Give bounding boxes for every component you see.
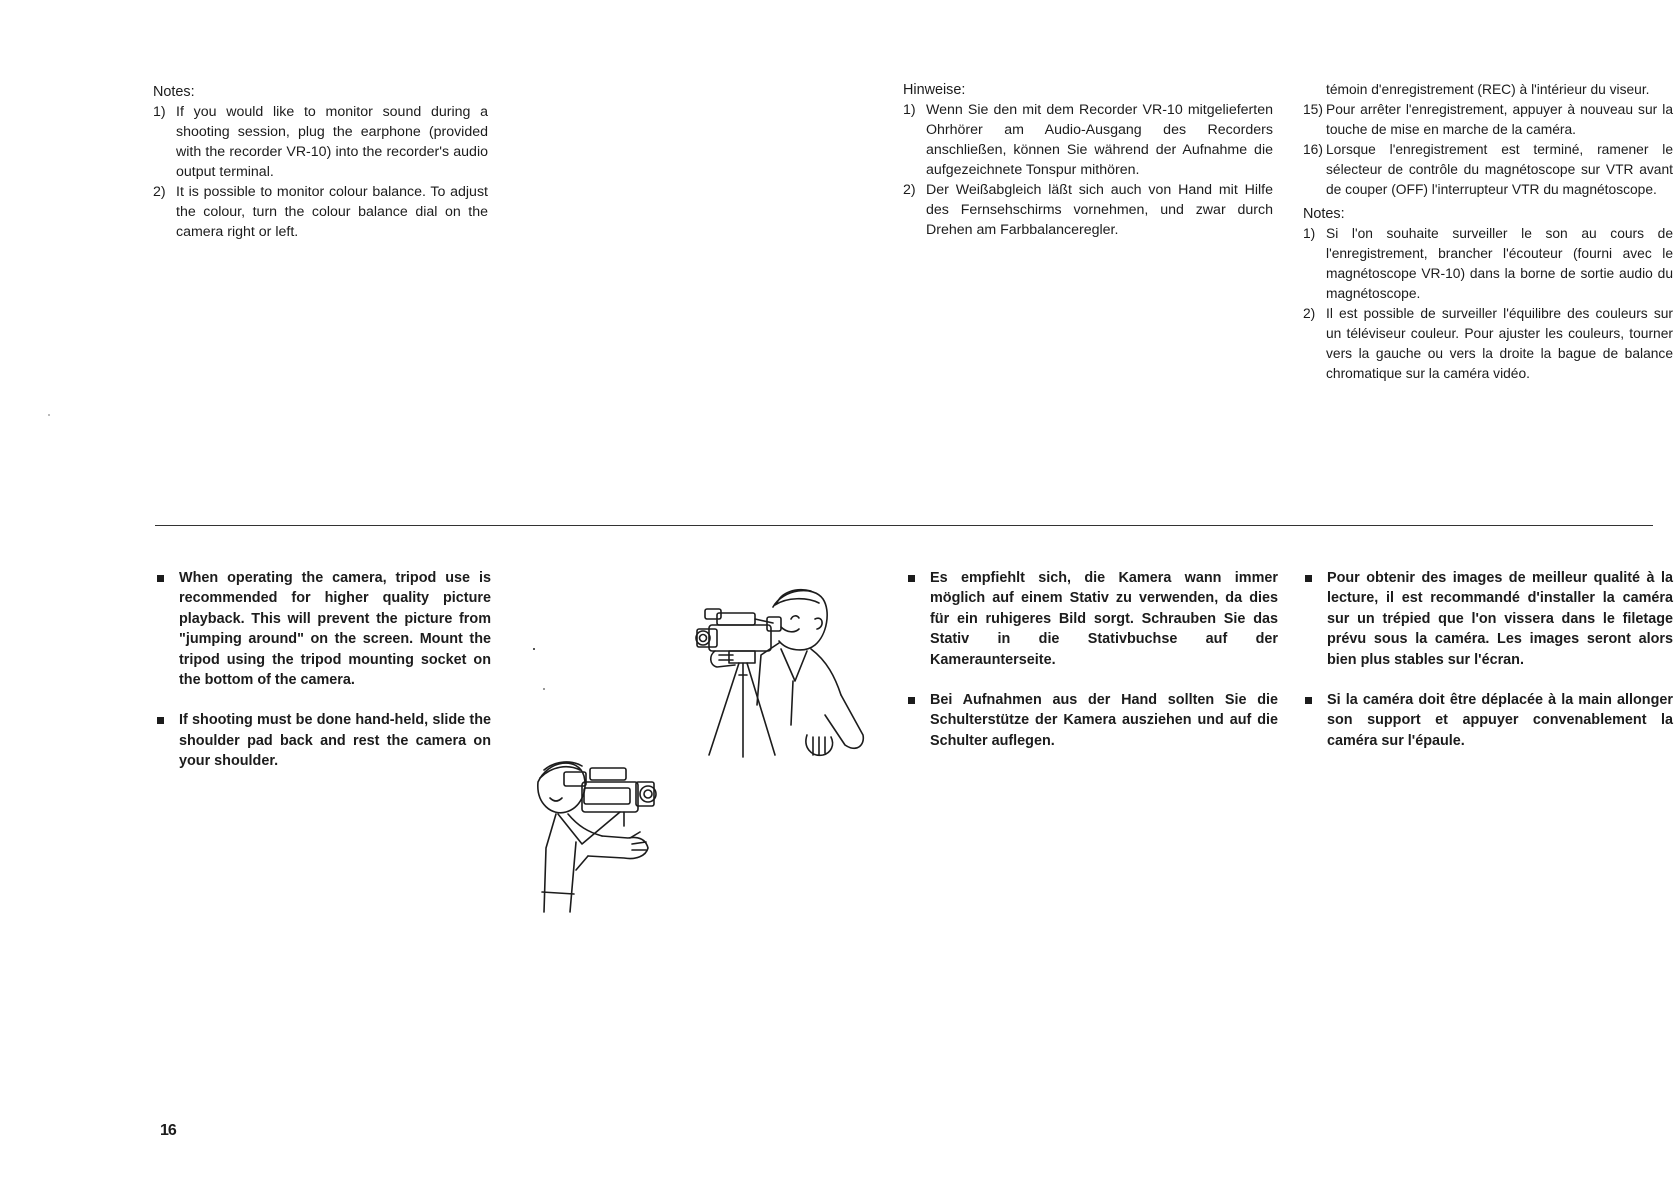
german-notes-heading: Hinweise: xyxy=(903,82,966,98)
note-number: 1) xyxy=(903,102,916,118)
step-text: Lorsque l'enregistrement est terminé, ramener le sélecteur de contrôle du magnétoscope sur VTR avant de couper (OFF) l'interrupteur VTR du magnétoscope. xyxy=(1326,142,1673,197)
english-tip-tripod: When operating the camera, tripod use is recommended for higher quality picture playback. This will prevent the picture from "jumping around" on the screen. Mount the tripod using the tripod mounting socket on the bottom of the camera. xyxy=(155,568,491,690)
speck xyxy=(48,414,50,416)
step-number: 16) xyxy=(1303,142,1323,157)
english-tip-handheld: If shooting must be done hand-held, slide the shoulder pad back and rest the camera on your shoulder. xyxy=(155,710,491,771)
english-note-1 xyxy=(153,102,488,182)
french-note-2 xyxy=(1303,304,1673,384)
note-number: 2) xyxy=(903,182,916,198)
french-step-16 xyxy=(1303,140,1673,200)
note-number: 1) xyxy=(153,104,166,120)
speck xyxy=(533,648,535,650)
step-number: 15) xyxy=(1303,102,1323,117)
english-tips-section xyxy=(155,568,491,772)
french-notes-heading: Notes: xyxy=(1303,206,1345,222)
page-number: 16 xyxy=(160,1122,176,1139)
note-text: Si l'on souhaite surveiller le son au cours de l'enregistrement, brancher l'écouteur (fourni avec le magnétoscope VR-10) dans la borne de sortie audio du magnétoscope. xyxy=(1326,226,1673,301)
note-text: Der Weißabgleich läßt sich auch von Hand mit Hilfe des Fernsehschirms vornehmen, und zwar durch Drehen am Farbbalanceregler. xyxy=(926,182,1273,238)
english-notes-heading: Notes: xyxy=(153,84,195,100)
german-note-2 xyxy=(903,180,1273,240)
english-note-2 xyxy=(153,182,488,242)
tripod-cameraman-illustration xyxy=(695,585,870,775)
note-number: 1) xyxy=(1303,226,1316,241)
note-number: 2) xyxy=(153,184,166,200)
french-note-1 xyxy=(1303,224,1673,304)
french-tips-section xyxy=(1303,568,1673,751)
german-tip-tripod: Es empfiehlt sich, die Kamera wann immer möglich auf einem Stativ zu verwenden, da dies für ein ruhigeres Bild sorgt. Schrauben Sie das Stativ in die Stativbuchse auf der Kameraunterseite. xyxy=(906,568,1278,670)
french-continued-text xyxy=(1303,80,1673,100)
french-tip-handheld: Si la caméra doit être déplacée à la main allonger son support et appuyer convenablement la caméra sur l'épaule. xyxy=(1303,690,1673,751)
speck xyxy=(543,688,545,690)
step-text: Pour arrêter l'enregistrement, appuyer à nouveau sur la touche de mise en marche de la caméra. xyxy=(1326,102,1673,137)
continued-text: témoin d'enregistrement (REC) à l'intérieur du viseur. xyxy=(1326,82,1650,97)
handheld-cameraman-illustration xyxy=(528,752,678,917)
french-tip-tripod: Pour obtenir des images de meilleur qualité à la lecture, il est recommandé d'installer la caméra sur un trépied que l'on vissera dans le filetage prévu sous la caméra. Les images seront alors bien plus stables sur l'écran. xyxy=(1303,568,1673,670)
french-notes-section xyxy=(1303,80,1673,384)
note-text: If you would like to monitor sound during a shooting session, plug the earphone (provided with the recorder VR-10) into the recorder's audio output terminal. xyxy=(176,104,488,180)
note-text: It is possible to monitor colour balance. To adjust the colour, turn the colour balance dial on the camera right or left. xyxy=(176,184,488,240)
french-step-15 xyxy=(1303,100,1673,140)
german-tips-section xyxy=(906,568,1278,751)
note-text: Wenn Sie den mit dem Recorder VR-10 mitgelieferten Ohrhörer am Audio-Ausgang des Recorders anschließen, können Sie während der Aufnahme die aufgezeichnete Tonspur mithören. xyxy=(926,102,1273,178)
note-text: Il est possible de surveiller l'équilibre des couleurs sur un téléviseur couleur. Pour ajuster les couleurs, tourner vers la gauche ou vers la droite la bague de balance chromatique sur la caméra vidéo. xyxy=(1326,306,1673,381)
german-tip-handheld: Bei Aufnahmen aus der Hand sollten Sie die Schulterstütze der Kamera ausziehen und auf die Schulter auflegen. xyxy=(906,690,1278,751)
section-divider xyxy=(155,525,1653,526)
german-notes-section xyxy=(903,80,1273,240)
note-number: 2) xyxy=(1303,306,1316,321)
english-notes-section xyxy=(153,82,488,242)
german-note-1 xyxy=(903,100,1273,180)
